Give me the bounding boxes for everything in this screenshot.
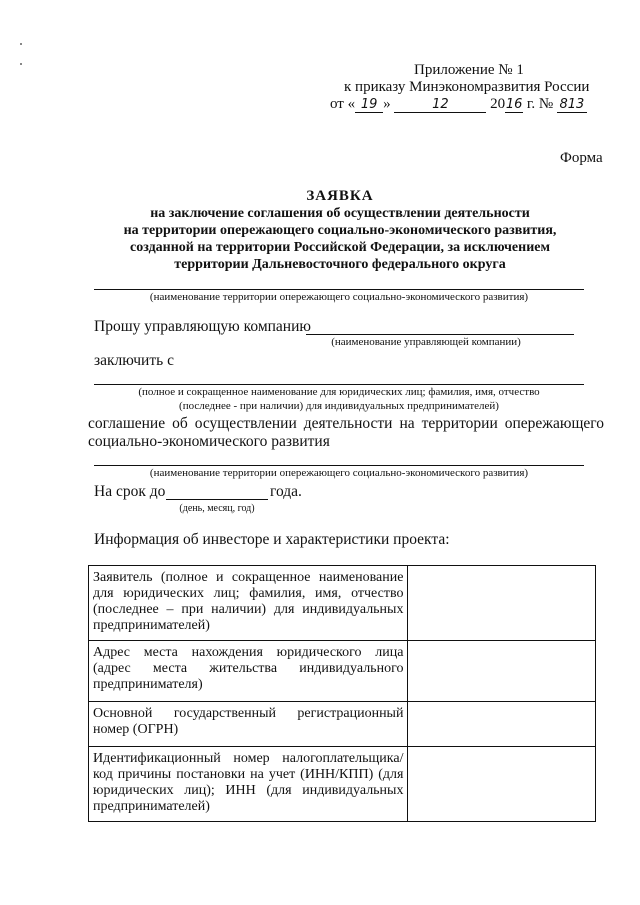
title-line3: созданной на территории Российской Федерации, за исключением — [129, 240, 551, 255]
territory-hint-1: (наименование территории опережающего социально-экономического развития) — [149, 291, 529, 303]
row-value-applicant[interactable] — [408, 566, 596, 641]
title-main: ЗАЯВКА — [306, 188, 374, 204]
table-row — [89, 702, 596, 747]
territory-field-1[interactable] — [94, 289, 584, 290]
date-day: 19 — [355, 97, 383, 113]
row-label-applicant: Заявитель (полное и сокращенное наименование для юридических лиц; фамилия, имя, отчество (последнее – при наличии) для индивидуальных предпринимателей) — [89, 566, 408, 641]
date-month: 12 — [394, 97, 486, 113]
appendix-header — [330, 62, 610, 113]
scan-mark — [20, 63, 22, 65]
scan-mark — [20, 43, 22, 45]
table-row — [89, 747, 596, 822]
row-label-ogrn: Основной государственный регистрационный номер (ОГРН) — [89, 702, 408, 747]
title-line1: на заключение соглашения об осуществлении деятельности — [150, 206, 530, 221]
appendix-date-line — [330, 96, 610, 113]
agreement-line2: социально-экономического развития — [88, 433, 330, 450]
table-row — [89, 641, 596, 702]
row-value-address[interactable] — [408, 641, 596, 702]
investor-info-table — [88, 565, 596, 822]
date-prefix: от « — [330, 96, 356, 112]
order-number: 813 — [557, 97, 587, 113]
company-hint: (наименование управляющей компании) — [331, 336, 521, 348]
territory-hint-2: (наименование территории опережающего социально-экономического развития) — [149, 467, 529, 479]
request-text: Прошу управляющую компанию — [94, 318, 311, 335]
date-year-prefix: 20 — [490, 96, 506, 112]
investor-hint-1: (полное и сокращенное наименование для юридических лиц; фамилия, имя, отчество — [138, 386, 540, 398]
row-value-inn[interactable] — [408, 747, 596, 822]
title-line4: территории Дальневосточного федерального округа — [174, 257, 506, 272]
table-row — [89, 566, 596, 641]
territory-field-2[interactable] — [94, 465, 584, 466]
term-date-hint: (день, месяц, год) — [179, 503, 255, 514]
row-label-address: Адрес места нахождения юридического лица (адрес места жительства индивидуального предпринимателя) — [89, 641, 408, 702]
investor-hint-2: (последнее - при наличии) для индивидуальных предпринимателей) — [179, 400, 499, 412]
company-field[interactable] — [306, 334, 574, 335]
investor-field[interactable] — [94, 384, 584, 385]
term-suffix: года. — [270, 483, 302, 500]
appendix-line1: Приложение № 1 — [414, 62, 524, 78]
conclude-text: заключить с — [94, 352, 174, 369]
document-title — [60, 188, 620, 273]
order-number-label: г. № — [526, 96, 554, 112]
title-line2: на территории опережающего социально-экономического развития, — [123, 223, 557, 238]
row-value-ogrn[interactable] — [408, 702, 596, 747]
term-date-field[interactable] — [166, 499, 268, 500]
date-day-suffix: » — [383, 96, 391, 112]
date-year-suffix: 16 — [505, 97, 523, 112]
appendix-line2: к приказу Минэкономразвития России — [344, 79, 590, 95]
row-label-inn: Идентификационный номер налогоплательщика/код причины постановки на учет (ИНН/КПП) (для юридических лиц); ИНН (для индивидуальных предпринимателей) — [89, 747, 408, 822]
info-heading: Информация об инвесторе и характеристики проекта: — [94, 531, 450, 548]
agreement-line1: соглашение об осуществлении деятельности на территории опережающего — [88, 415, 604, 432]
form-label: Форма — [560, 150, 603, 166]
term-prefix: На срок до — [94, 483, 166, 500]
